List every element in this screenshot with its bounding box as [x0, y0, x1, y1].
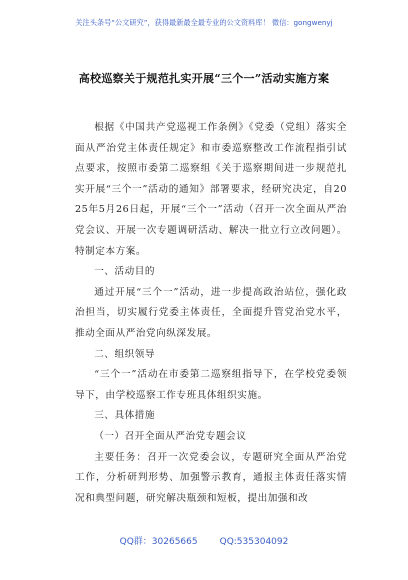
qq-contact-number: QQ:535304092 [219, 537, 289, 547]
purpose-paragraph: 通过开展“三个一”活动，进一步提高政治站位，强化政治担当，切实履行党委主体责任，全面提升管党治党水平，推动全面从严治党向纵深发展。 [75, 286, 347, 339]
leadership-paragraph: “三个一”活动在市委第二巡察组指导下，在学校党委领导下，由学校巡察工作专班具体组织实施。 [75, 369, 347, 401]
subheading-meeting: （一）召开全面从严治党专题会议 [94, 430, 247, 442]
qq-group-number: QQ群：30265665 [119, 537, 198, 547]
meeting-tasks-paragraph: 主要任务：召开一次党委会议，专题研究全面从严治党工作，分析研判形势、加强警示教育，通报主体责任落实情况和典型问题，研究解决瓶颈和短板，提出加强和改 [75, 451, 347, 504]
intro-paragraph: 根据《中国共产党巡视工作条例》《党委（党组）落实全面从严治党主体责任规定》和市委巡察整改工作流程指引试点要求，按照市委第二巡察组《关于巡察期间进一步规范扎实开展“三个一”活动的通知》部署要求，经研究决定，自2025年5月26日起，开展“三个一”活动（召开一次全面从严治党会议、开展一次专题调研活动、解决一批立行立改问题）。特制定本方案。 [75, 122, 347, 257]
section-heading-purpose: 一、活动目的 [94, 266, 156, 278]
document-body [75, 118, 347, 509]
section-heading-leadership: 二、组织领导 [94, 348, 156, 360]
document-title: 高校巡察关于规范扎实开展“三个一”活动实施方案 [78, 72, 330, 85]
footer-contact [0, 534, 408, 547]
header-notice: 关注头条号“公文研究”，获得最新最全最专业的公文资料库！ 微信：gongwenyj [75, 18, 333, 27]
section-heading-measures: 三、具体措施 [94, 410, 156, 422]
